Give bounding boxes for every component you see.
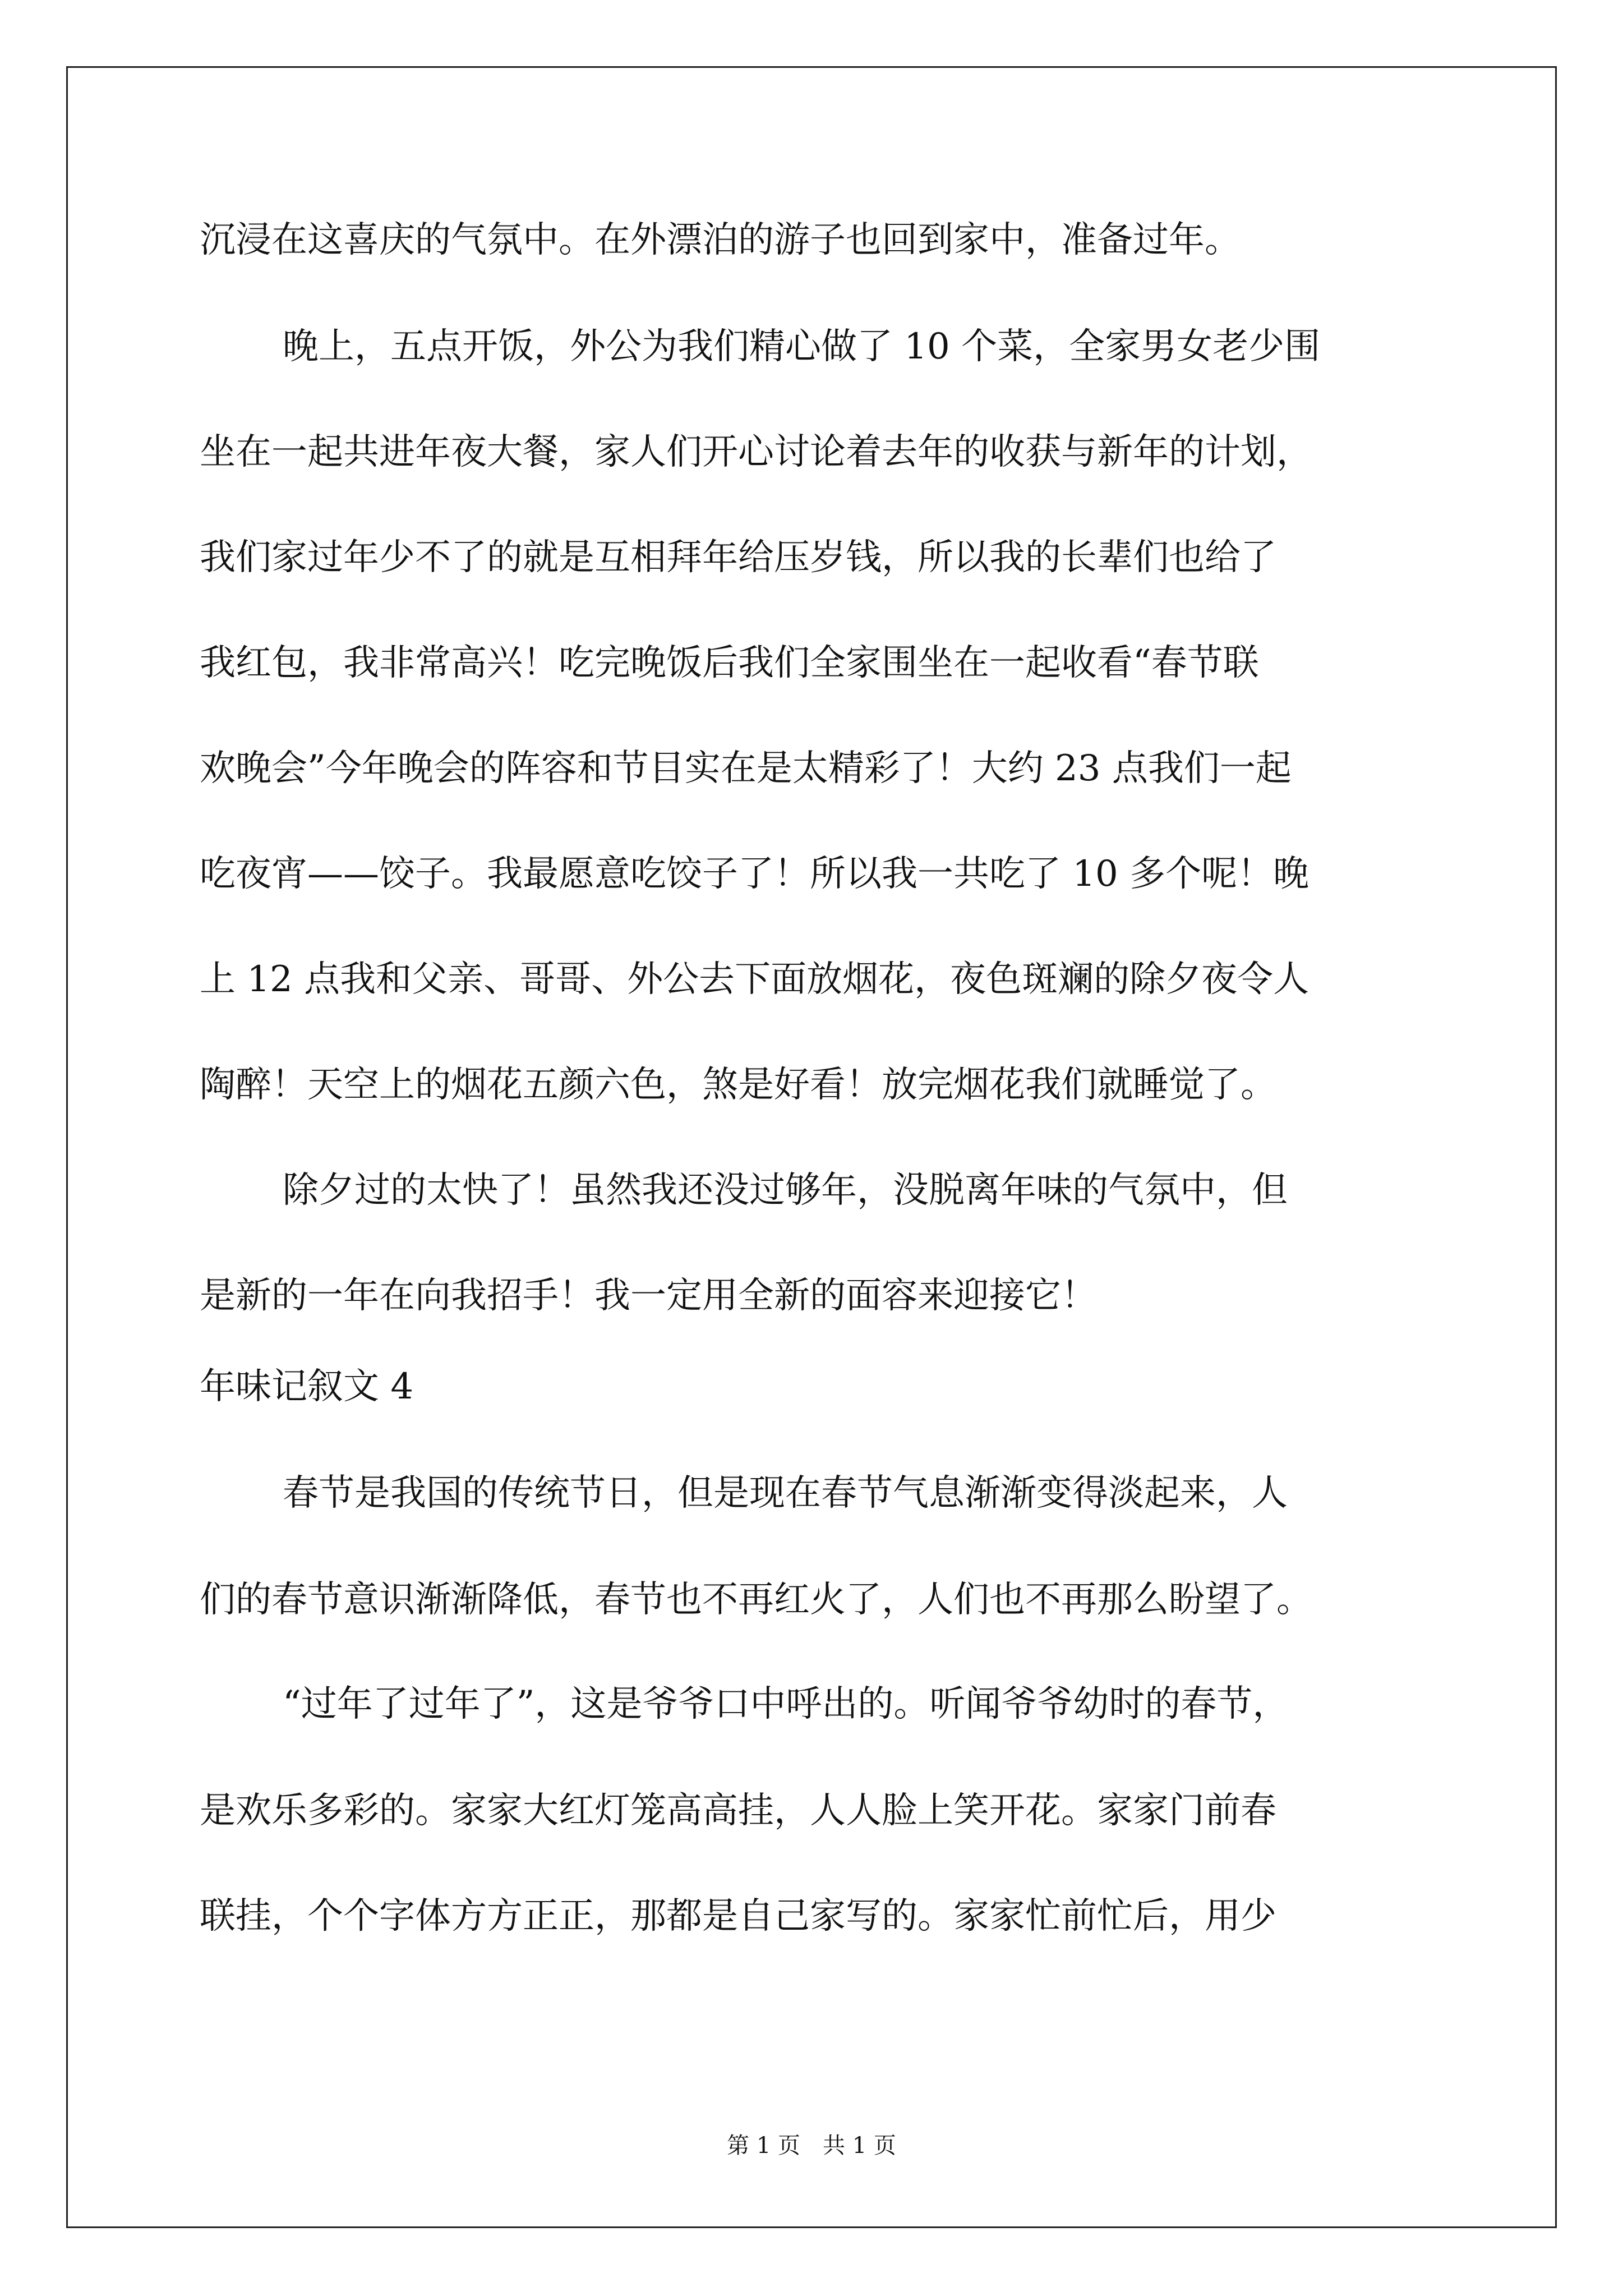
text-line: 上 12 点我和父亲、哥哥、外公去下面放烟花，夜色斑斓的除夕夜令人 xyxy=(200,959,1310,1000)
text-line: 陶醉！天空上的烟花五颜六色，煞是好看！放完烟花我们就睡觉了。 xyxy=(200,1064,1276,1106)
text-line: 们的春节意识渐渐降低，春节也不再红火了，人们也不再那么盼望了。 xyxy=(200,1579,1312,1621)
text-line: 是新的一年在向我招手！我一定用全新的面容来迎接它！ xyxy=(200,1275,1097,1317)
section-heading: 年味记叙文 4 xyxy=(200,1366,414,1407)
paragraph-first-line: 春节是我国的传统节日，但是现在春节气息渐渐变得淡起来，人 xyxy=(283,1473,1288,1514)
page-number-footer: 第 1 页 共 1 页 xyxy=(727,2133,896,2159)
text-line: 沉浸在这喜庆的气氛中。在外漂泊的游子也回到家中，准备过年。 xyxy=(200,219,1241,261)
paragraph-first-line: “过年了过年了”，这是爷爷口中呼出的。听闻爷爷幼时的春节， xyxy=(283,1683,1289,1725)
text-line: 是欢乐多彩的。家家大红灯笼高高挂，人人脸上笑开花。家家门前春 xyxy=(200,1790,1276,1832)
text-line: 吃夜宵——饺子。我最愿意吃饺子了！所以我一共吃了 10 多个呢！晚 xyxy=(200,853,1310,895)
text-line: 联挂，个个字体方方正正，那都是自己家写的。家家忙前忙后，用少 xyxy=(200,1895,1276,1937)
paragraph-first-line: 晚上，五点开饭，外公为我们精心做了 10 个菜，全家男女老少围 xyxy=(283,326,1321,367)
text-line: 我们家过年少不了的就是互相拜年给压岁钱，所以我的长辈们也给了 xyxy=(200,537,1276,578)
paragraph-first-line: 除夕过的太快了！虽然我还没过够年，没脱离年味的气氛中，但 xyxy=(283,1170,1288,1211)
text-line: 坐在一起共进年夜大餐，家人们开心讨论着去年的收获与新年的计划， xyxy=(200,431,1312,473)
text-line: 我红包，我非常高兴！吃完晚饭后我们全家围坐在一起收看“春节联 xyxy=(200,642,1259,684)
text-line: 欢晚会”今年晚会的阵容和节目实在是太精彩了！大约 23 点我们一起 xyxy=(200,748,1292,789)
